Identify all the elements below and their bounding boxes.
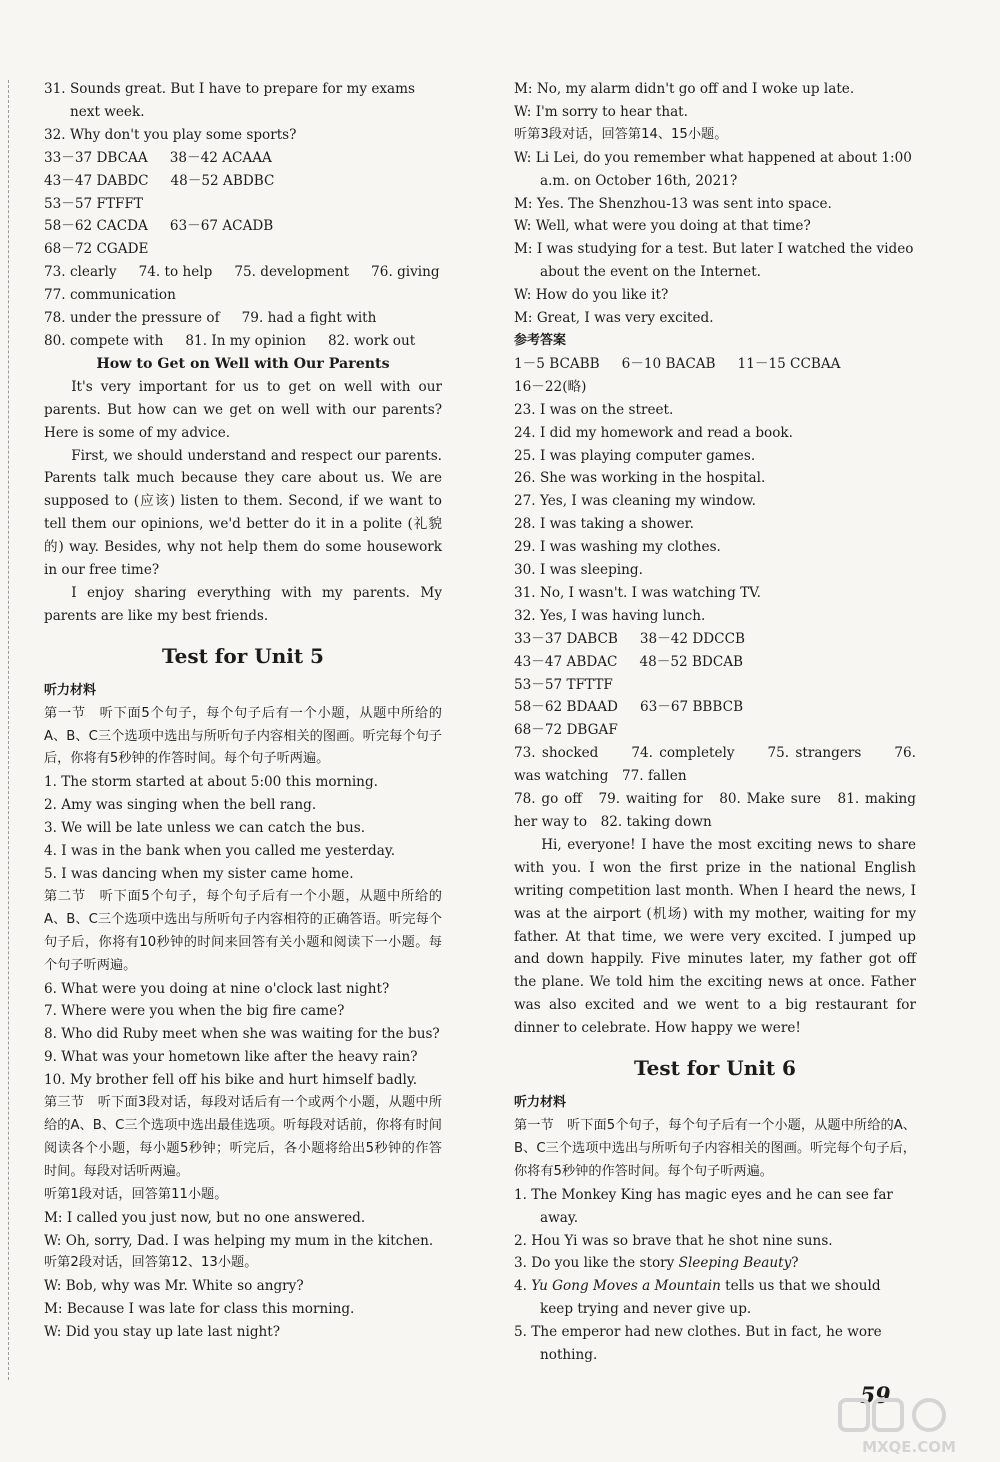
- dialogue-intro: 听第3段对话，回答第14、15小题。: [514, 126, 728, 142]
- answer-row: [44, 170, 442, 193]
- section-instruction: 第二节 听下面5个句子，每个句子后有一个小题，从题中所给的A、B、C三个选项中选出与所听句子内容相符的正确答语。听完每个句子后，你将有10秒钟的时间来回答有关小题和阅读下一小题。每个句子听两遍。: [44, 888, 442, 973]
- answer-group: 6－10 BACAB: [621, 355, 716, 372]
- dialogue-line: M: Because I was late for class this morning.: [44, 1301, 355, 1318]
- answer-row: [44, 193, 442, 216]
- dialogue-line: W: Li Lei, do you remember what happened at about 1:00 a.m. on October 16th, 2021?: [514, 149, 912, 189]
- dialogue-line: M: I was studying for a test. But later I watched the video about the event on the Internet.: [514, 241, 914, 281]
- answers-label: 参考答案: [514, 332, 567, 348]
- listening-sentence: 6. What were you doing at nine o'clock last night?: [44, 980, 390, 997]
- answer-group: 48－52 BDCAB: [639, 653, 744, 670]
- dialogue-line: W: Did you stay up late last night?: [44, 1324, 281, 1341]
- essay-paragraph: First, we should understand and respect our parents. Parents talk much because they care about us. We are supposed to (应该) listen to them. Second, if we want to tell them our opinions, we'd better do it in a polite (礼貌的) way. Besides, why not help them do some housework in our free time?: [44, 447, 442, 579]
- fill-answer: 76. giving: [371, 264, 440, 281]
- answer-group: 68－72 DBGAF: [514, 722, 618, 739]
- section-instruction: 第一节 听下面5个句子，每个句子后有一个小题，从题中所给的A、B、C三个选项中选出与所听句子内容相关的图画。听完每个句子后，你将有5秒钟的作答时间。每个句子听两遍。: [514, 1117, 916, 1179]
- answer-row: [514, 674, 916, 697]
- answer-row: [514, 651, 916, 674]
- essay-paragraph: Hi, everyone! I have the most exciting news to share with you. I won the first prize in the national English writing competition last month. When I heard the news, I was at the airport (机场) with my mother, waiting for my father. At that time, we were very excited. I jumped up and down happily. Five minutes later, my father got off the plane. We told him the exciting news at once. Father was also excited and we went to a big restaurant for dinner to celebrate. How happy we were!: [514, 836, 916, 1037]
- page-number: 59: [860, 1383, 891, 1409]
- answer-row: [44, 330, 442, 353]
- section-instruction: 第一节 听下面5个句子，每个句子后有一个小题，从题中所给的A、B、C三个选项中选出与所听句子内容相关的图画。听完每个句子后，你将有5秒钟的作答时间。每个句子听两遍。: [44, 705, 442, 767]
- short-answer: 26. She was working in the hospital.: [514, 470, 766, 487]
- dialogue-line: W: Oh, sorry, Dad. I was helping my mum in the kitchen.: [44, 1232, 434, 1249]
- listening-sentence: 3. We will be late unless we can catch the bus.: [44, 820, 366, 837]
- story-title: Sleeping Beauty: [678, 1255, 792, 1272]
- answer-group: 38－42 ACAAA: [169, 149, 272, 166]
- listening-sentence: 7. Where were you when the big fire came?: [44, 1003, 345, 1020]
- answer-group: 16－22(略): [514, 378, 587, 395]
- dialogue-intro: 听第1段对话，回答第11小题。: [44, 1186, 228, 1202]
- short-answer: 25. I was playing computer games.: [514, 447, 756, 464]
- listening-sentence: 1. The Monkey King has magic eyes and he can see far away.: [514, 1186, 893, 1226]
- short-answer: 23. I was on the street.: [514, 401, 674, 418]
- listening-sentence: 9. What was your hometown like after the heavy rain?: [44, 1049, 418, 1066]
- listening-sentence: 5. The emperor had new clothes. But in fact, he wore nothing.: [514, 1324, 882, 1364]
- answer-group: 33－37 DABCB: [514, 630, 618, 647]
- answer-group: 58－62 CACDA: [44, 218, 148, 235]
- answer-group: 48－52 ABDBC: [170, 172, 275, 189]
- answer-group: 63－67 ACADB: [169, 218, 274, 235]
- dialogue-line: M: Great, I was very excited.: [514, 310, 714, 327]
- fill-answer: 82. work out: [327, 332, 416, 349]
- dialogue-line: M: I called you just now, but no one answered.: [44, 1209, 366, 1226]
- answer-group: 53－57 TFTTF: [514, 676, 613, 693]
- dialogue-line: M: Yes. The Shenzhou-13 was sent into space.: [514, 195, 832, 212]
- answer-row: [514, 376, 916, 399]
- dialogue-line: W: Bob, why was Mr. White so angry?: [44, 1278, 304, 1295]
- short-answer: 30. I was sleeping.: [514, 562, 643, 579]
- fill-answer: 80. compete with: [44, 332, 164, 349]
- dialogue-line: M: No, my alarm didn't go off and I woke up late.: [514, 81, 855, 97]
- answer-group: 33－37 DBCAA: [44, 149, 148, 166]
- answer-group: 53－57 FTFFT: [44, 195, 143, 212]
- answer-row: [514, 696, 916, 719]
- dialogue-intro: 听第2段对话，回答第12、13小题。: [44, 1255, 258, 1271]
- choice-answers: [44, 147, 442, 262]
- listening-sentence: 10. My brother fell off his bike and hurt himself badly.: [44, 1072, 418, 1089]
- answer-row: [44, 261, 442, 284]
- answer-group: 43－47 DABDC: [44, 172, 149, 189]
- fill-answer: 79. had a fight with: [241, 310, 377, 327]
- right-column: [514, 78, 916, 1367]
- answer-group: 63－67 BBBCB: [639, 699, 744, 716]
- sentence-text: 3. Do you like the story: [514, 1255, 679, 1272]
- answer-row: [44, 215, 442, 238]
- section-label: 听力材料: [44, 682, 97, 698]
- listening-sentence: [514, 1275, 916, 1321]
- answer-group: 1－5 BCABB: [514, 355, 600, 372]
- fill-answer: 81. In my opinion: [185, 332, 306, 349]
- answer-row: [514, 628, 916, 651]
- answer-group: 11－15 CCBAA: [737, 355, 841, 372]
- answer-row: [44, 238, 442, 261]
- fill-answer: 74. to help: [138, 264, 213, 281]
- answer-group: 68－72 CGADE: [44, 241, 149, 258]
- choice-answers: [514, 628, 916, 743]
- listening-sentence: 1. The storm started at about 5:00 this morning.: [44, 774, 378, 791]
- unit-title: Test for Unit 6: [634, 1056, 796, 1081]
- answer-row: [514, 719, 916, 742]
- essay-title: How to Get on Well with Our Parents: [96, 355, 390, 372]
- answer-row: [514, 353, 916, 376]
- essay-paragraph: It's very important for us to get on well with our parents. But how can we get on well with our parents? Here is some of my advice.: [44, 378, 442, 441]
- left-column: [44, 78, 442, 1344]
- dialogue-line: W: I'm sorry to hear that.: [514, 103, 688, 120]
- listening-sentence: [514, 1252, 916, 1275]
- answer-group: 58－62 BDAAD: [514, 699, 618, 716]
- answer-row: [44, 307, 442, 330]
- watermark-text: MXQE.COM: [862, 1438, 956, 1456]
- short-answer: 24. I did my homework and read a book.: [514, 424, 793, 441]
- answer-row: [44, 147, 442, 170]
- sentence-text: 4.: [514, 1278, 532, 1295]
- fill-answer: 73. clearly: [44, 264, 117, 281]
- dialogue-line: W: How do you like it?: [514, 287, 669, 304]
- unit-title: Test for Unit 5: [162, 643, 324, 668]
- listening-sentence: 2. Amy was singing when the bell rang.: [44, 797, 317, 814]
- fill-answer: 77. communication: [44, 287, 176, 304]
- listening-sentence: 4. I was in the bank when you called me yesterday.: [44, 843, 396, 860]
- sentence-text: tells us that we should keep trying and never give up.: [540, 1278, 881, 1318]
- short-answer: 28. I was taking a shower.: [514, 516, 694, 533]
- answer-row: [44, 284, 442, 307]
- section-label: 听力材料: [514, 1095, 567, 1111]
- listening-sentence: 2. Hou Yi was so brave that he shot nine suns.: [514, 1232, 833, 1249]
- fill-answers: 73. shocked 74. completely 75. strangers 76. was watching 77. fallen: [514, 745, 916, 785]
- fill-answers: [44, 261, 442, 353]
- listening-sentence: 5. I was dancing when my sister came home.: [44, 866, 354, 882]
- short-answer: 29. I was washing my clothes.: [514, 539, 721, 556]
- watermark-logo: [834, 1396, 984, 1458]
- fill-answer: 78. under the pressure of: [44, 310, 220, 327]
- dialogue-line: W: Well, what were you doing at that time?: [514, 218, 811, 235]
- fill-answer: 75. development: [234, 264, 350, 281]
- fill-answers: 78. go off 79. waiting for 80. Make sure 81. making her way to 82. taking down: [514, 791, 916, 830]
- answer-32: 32. Why don't you play some sports?: [44, 126, 297, 143]
- answer-group: 38－42 DDCCB: [639, 630, 745, 647]
- short-answer: 27. Yes, I was cleaning my window.: [514, 493, 756, 510]
- binding-margin-line: [8, 80, 9, 1380]
- short-answer: 32. Yes, I was having lunch.: [514, 607, 706, 624]
- answer-group: 43－47 ABDAC: [514, 653, 618, 670]
- answer-31: 31. Sounds great. But I have to prepare for my exams next week.: [44, 81, 416, 120]
- listening-sentence: 8. Who did Ruby meet when she was waiting for the bus?: [44, 1026, 440, 1043]
- essay-paragraph: I enjoy sharing everything with my parents. My parents are like my best friends.: [44, 584, 442, 624]
- sentence-text: ?: [791, 1255, 799, 1272]
- section-instruction: 第三节 听下面3段对话，每段对话后有一个或两个小题，从题中所给的A、B、C三个选项中选出最佳选项。听每段对话前，你将有时间阅读各个小题，每小题5秒钟；听完后，各小题将给出5秒钟的作答时间。每段对话听两遍。: [44, 1095, 442, 1179]
- story-title: Yu Gong Moves a Mountain: [531, 1278, 721, 1295]
- short-answer: 31. No, I wasn't. I was watching TV.: [514, 584, 761, 601]
